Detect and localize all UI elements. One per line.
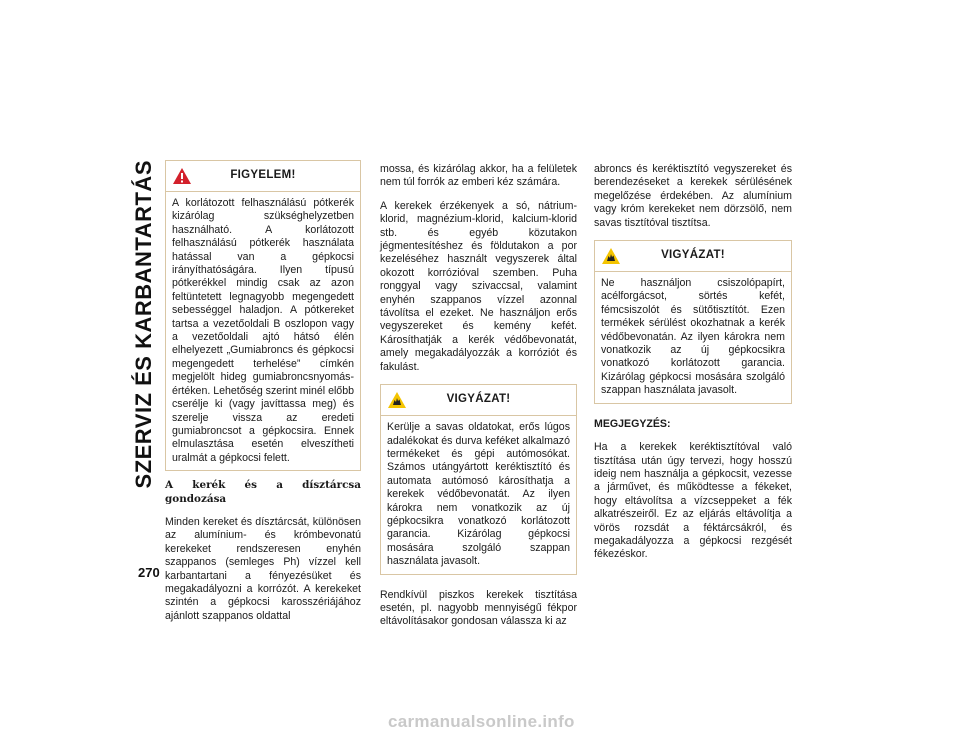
section-title-text: SZERVIZ ÉS KARBANTARTÁS [131, 160, 156, 489]
warning-triangle-icon [172, 167, 192, 185]
section-title [128, 160, 160, 540]
watermark: carmanualsonline.info [388, 712, 575, 731]
column-3 [594, 163, 792, 572]
caution-box [594, 240, 792, 404]
warning-box-title: FIGYELEM! [230, 169, 296, 182]
note-heading: MEGJEGYZÉS: [594, 417, 671, 430]
caution-hand-icon [601, 247, 621, 265]
subheading: A kerék és a dísztárcsa gondozása [165, 479, 361, 505]
column-1 [165, 160, 361, 633]
caution-box-title: VIGYÁZAT! [446, 393, 511, 406]
warning-box-header [166, 161, 360, 192]
caution-box-text: Kerülje a savas oldatokat, erős lúgos adalékokat és durva keféket alkalmazó termékeket és gépi autómosókat. Számos utángyártott keréktisztító és automata autómosó károsíthatja a kerekek védőbevonatát. Az ilyen károkra nem vonatkozik az új gépkocsikra vonatkozó korlátozott garancia. Kizárólag gépkocsi mosására szolgáló szappan használata javasolt. [387, 421, 570, 568]
caution-box-header [595, 241, 791, 272]
paragraph: mossa, és kizárólag akkor, ha a felületek nem túl forrók az emberi kéz számára. [380, 163, 577, 189]
note-text: Ha a kerekek keréktisztítóval való tisztítása után úgy tervezi, hogy hosszú ideig nem használja a gépkocsit, vezesse a járművet, és működtesse a fékeket, hogy eltávolítsa a vízcseppeket a fék alkatrészeiről. Ez az eljárás eltávolítja a vörös rozsdát a féktárcsákról, és megakadályozza a gépkocsi rezgését fékezéskor. [594, 441, 792, 561]
caution-box [380, 384, 577, 574]
caution-hand-icon [387, 391, 407, 409]
warning-box-text: A korlátozott felhasználású pótkerék kizárólag szükséghelyzetben használható. A korlátozott felhasználású pótkerék használata hatással van a gépkocsi irányíthatóságára. Ilyen típusú pótkerékkel mindig csak az azon feltüntetett legnagyobb megengedett sebességgel haladjon. A pótkereket tartsa a vezetőoldali B oszlopon vagy a vezetőoldali ajtó hátsó élén elhelyezett „Gumiabroncs és gépkocsi megengedett terhelése” címkén megjelölt hideg gumiabroncsnyomás-értéken. Lehetőség szerint minél előbb cserélje ki (vagy javíttassa meg) és szerelje vissza az eredeti gumiabroncsot a gépkocsira. Ennek elmulasztása esetén elveszítheti uralmát a gépkocsi felett. [172, 197, 354, 464]
caution-box-text: Ne használjon csiszolópapírt, acélforgácsot, sörtés kefét, fémcsiszolót és sütőtisztítót. Ezen termékek sérülést okozhatnak a kerék védőbevonatán. Az ilyen károkra nem vonatkozik az új gépkocsikra vonatkozó korlátozott garancia. Kizárólag gépkocsi mosására szolgáló szappan használata javasolt. [601, 277, 785, 397]
paragraph: A kerekek érzékenyek a só, nátrium-klorid, magnézium-klorid, kalcium-klorid stb. és egyéb közutakon jégmentesítéshez és földutakon a por kezeléséhez használt vegyszerek által okozott korrózióval szemben. Puha ronggyal vagy szivaccsal, valamint enyhén szappanos vízzel azonnal távolítsa el ezeket. Ne használjon erős vegyszereket és kemény kefét. Károsíthatják a kerék védőbevonatát, amely megakadályozzák a korróziót és fakulást. [380, 199, 577, 373]
paragraph: Minden kereket és dísztárcsát, különösen az alumínium- és krómbevonatú kerekeket rendszeresen enyhén szappanos (semleges Ph) vízzel kell karbantartani a fényezésüket és megakadályozni a korrózót. A kerekeket szintén a gépkocsi karosszériájához ajánlott szappanos oldattal [165, 515, 361, 622]
page-number: 270 [138, 565, 160, 580]
caution-box-title: VIGYÁZAT! [661, 249, 725, 262]
caution-box-header [381, 385, 576, 416]
paragraph: Rendkívül piszkos kerekek tisztítása esetén, pl. nagyobb mennyiségű fékpor eltávolításakor gondosan válassza ki az [380, 588, 577, 628]
paragraph: abroncs és keréktisztító vegyszereket és berendezéseket a kerekek sérülésének megelőzése érdekében. Az alumínium vagy króm kerekeket nem dörzsölő, nem savas tisztítóval tisztítsa. [594, 163, 792, 229]
warning-box [165, 160, 361, 471]
column-2 [380, 163, 577, 639]
